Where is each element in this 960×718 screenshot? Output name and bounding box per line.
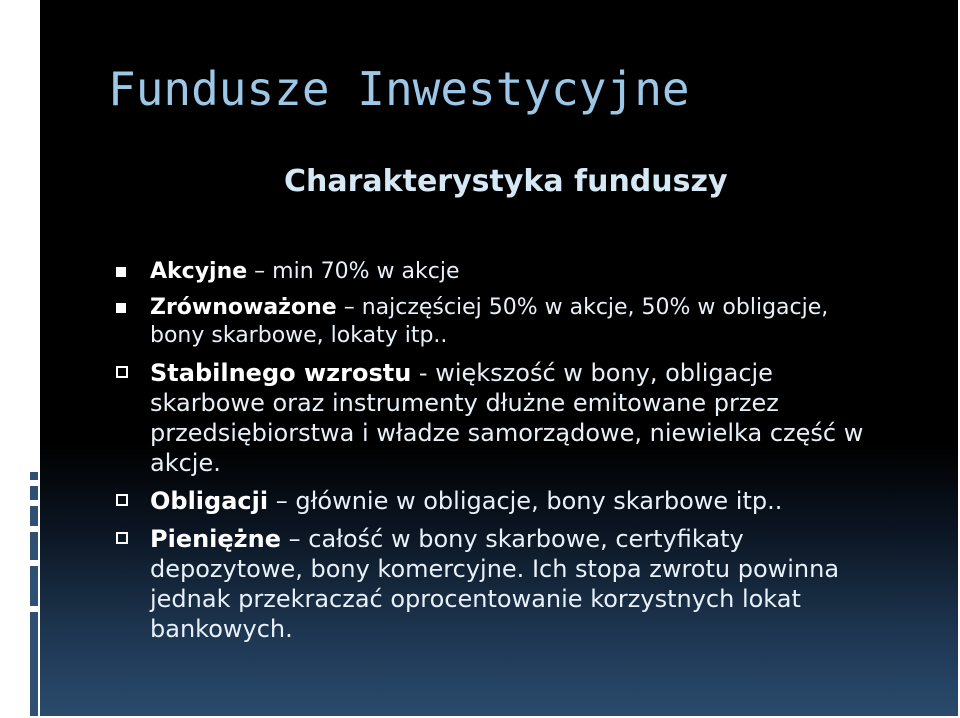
edge-bar <box>30 486 38 500</box>
item-text: – min 70% w akcje <box>247 259 460 284</box>
edge-bar <box>30 472 38 480</box>
left-edge-strip <box>0 0 40 718</box>
fund-type-list <box>116 258 886 652</box>
list-item <box>116 294 886 350</box>
slide-title: Fundusze Inwestycyjne <box>108 62 690 116</box>
item-text: - większość w bony, obligacje skarbowe oraz instrumenty dłużne emitowane przez przedsiębiorstwa i władze samorządowe, niewielka część w akcje. <box>150 359 864 477</box>
item-term: Akcyjne <box>150 259 248 284</box>
hollow-square-bullet-icon <box>116 494 128 506</box>
edge-bar <box>30 566 38 606</box>
list-item <box>116 358 886 478</box>
item-term: Stabilnego wzrostu <box>150 359 412 387</box>
list-item <box>116 524 886 644</box>
edge-bar <box>30 612 38 716</box>
item-text: – głównie w obligacje, bony skarbowe itp.. <box>268 487 783 515</box>
item-term: Obligacji <box>150 487 269 515</box>
item-term: Pieniężne <box>150 525 282 553</box>
slide <box>40 0 958 716</box>
slide-subtitle: Charakterystyka funduszy <box>284 164 728 199</box>
item-text: – najczęściej 50% w akcje, 50% w obligacje, bony skarbowe, lokaty itp.. <box>150 295 829 348</box>
list-item <box>116 258 886 286</box>
hollow-square-bullet-icon <box>116 532 128 544</box>
hollow-square-bullet-icon <box>116 366 128 378</box>
item-text: – całość w bony skarbowe, certyfikaty depozytowe, bony komercyjne. Ich stopa zwrotu powinna jednak przekraczać oprocentowanie korzystnych lokat bankowych. <box>150 525 840 643</box>
square-bullet-icon <box>116 267 126 277</box>
item-term: Zrównoważone <box>150 295 337 320</box>
edge-bar <box>30 532 38 560</box>
square-bullet-icon <box>116 303 126 313</box>
edge-bar <box>30 506 38 526</box>
list-item <box>116 486 886 516</box>
